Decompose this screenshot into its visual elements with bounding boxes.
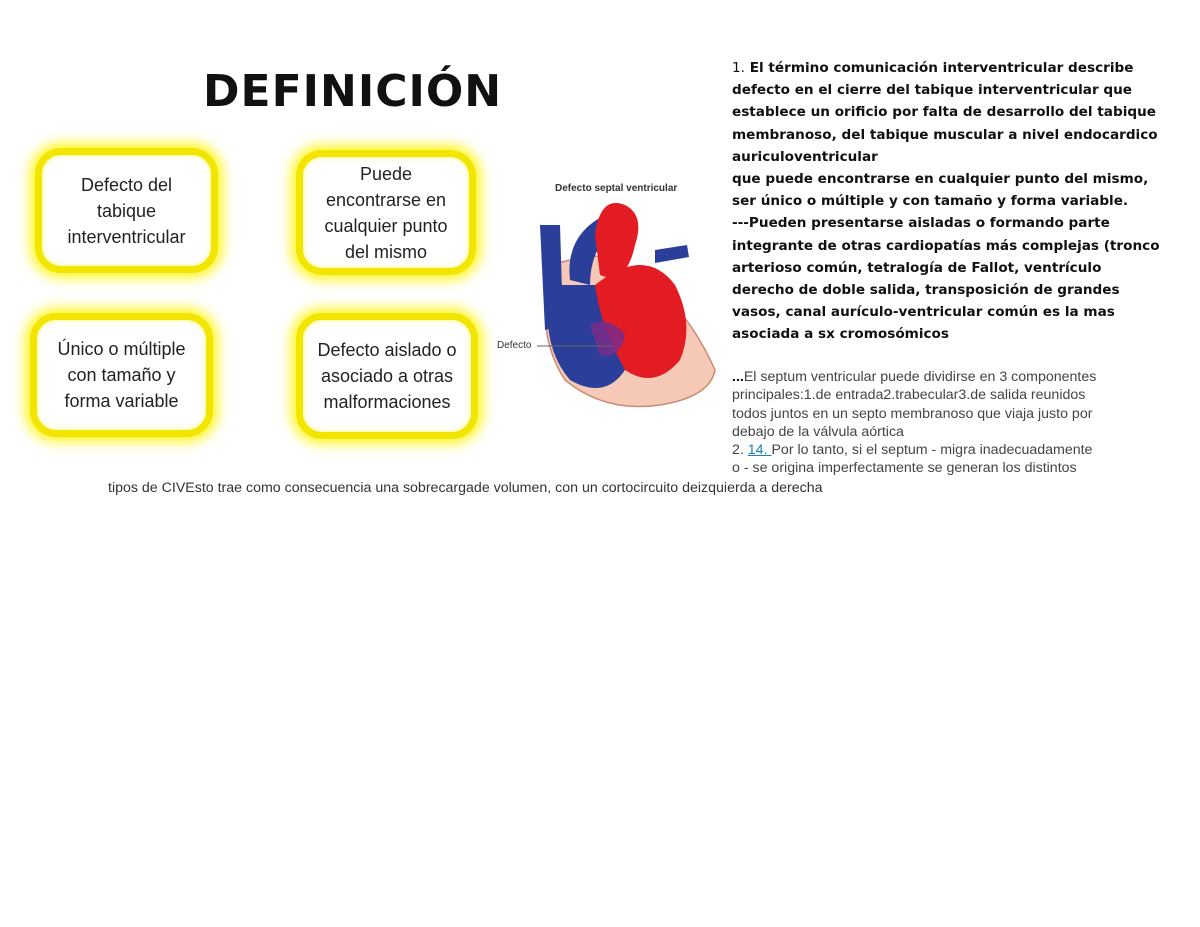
paragraph-line: arterioso común, tetralogía de Fallot, ventrículo	[732, 259, 1102, 276]
box-text	[324, 161, 447, 265]
box-line: Defecto del	[80, 174, 173, 195]
paragraph-line: defecto en el cierre del tabique interventricular que	[732, 82, 1133, 99]
paragraph-line: Por lo tanto, si el septum - migra inadecuadamente	[771, 442, 1093, 459]
paragraph-line: membranoso, del tabique muscular a nivel endocardico	[732, 126, 1158, 143]
item-number: 2.	[732, 442, 744, 459]
definition-box-septal-defect	[35, 148, 218, 273]
definition-paragraph	[732, 57, 1172, 346]
paragraph-line: vasos, canal aurículo-ventricular común es la mas	[732, 304, 1115, 321]
box-line: Puede	[359, 163, 413, 184]
heart-illustration	[495, 175, 720, 415]
continuation-line: tipos de CIVEsto trae como consecuencia una sobrecargade volumen, con un cortocircuito deizquierda a derecha	[108, 480, 823, 496]
paragraph-line: o - se origina imperfectamente se generan los distintos	[732, 460, 1077, 477]
paragraph-line: integrante de otras cardiopatías más complejas (tronco	[732, 237, 1160, 254]
box-line: Único o múltiple	[57, 339, 186, 359]
paragraph-line: El término comunicación interventricular describe	[749, 60, 1134, 76]
definition-box-location	[296, 150, 476, 275]
box-line: malformaciones	[323, 392, 451, 412]
figure-caption: Defecto septal ventricular	[555, 183, 678, 194]
box-line: Defecto aislado o	[317, 340, 457, 360]
box-text	[317, 337, 456, 415]
definicion-title: DEFINICIÓN	[203, 66, 503, 117]
lead-ellipsis: ...	[732, 369, 744, 385]
box-line: con tamaño y	[67, 365, 176, 385]
reference-link[interactable]: 14.	[747, 442, 772, 459]
septum-paragraph	[732, 368, 1172, 478]
box-line: del mismo	[344, 241, 428, 262]
defect-label: Defecto	[497, 340, 532, 351]
paragraph-line: El septum ventricular puede dividirse en 3 componentes	[743, 369, 1097, 385]
paragraph-line: ---Pueden presentarse aisladas o formando parte	[732, 215, 1110, 232]
box-line: asociado a otras	[320, 366, 454, 386]
box-text	[67, 172, 185, 250]
paragraph-line: que puede encontrarse en cualquier punto del mismo,	[732, 171, 1149, 188]
aortic-branch	[655, 245, 689, 263]
box-line: interventricular	[67, 226, 186, 247]
definition-box-associated	[296, 313, 478, 439]
paragraph-line: todos juntos en un septo membranoso que viaja justo por	[732, 405, 1093, 422]
box-line: forma variable	[64, 391, 179, 411]
paragraph-line: ser único o múltiple y con tamaño y forma variable.	[732, 193, 1129, 210]
paragraph-line: derecho de doble salida, transposición de grandes	[732, 282, 1120, 299]
definition-box-size	[30, 313, 213, 437]
box-line: tabique	[96, 200, 157, 221]
paragraph-line: auriculoventricular	[732, 148, 878, 165]
item-number: 1.	[732, 60, 745, 76]
paragraph-line: asociada a sx cromosómicos	[732, 326, 949, 343]
box-line: cualquier punto	[324, 215, 448, 236]
paragraph-line: debajo de la válvula aórtica	[732, 423, 904, 440]
box-line: encontrarse en	[325, 189, 447, 210]
paragraph-line: establece un orificio por falta de desarrollo del tabique	[732, 104, 1156, 121]
box-text	[57, 336, 185, 414]
paragraph-line: principales:1.de entrada2.trabecular3.de salida reunidos	[732, 387, 1086, 404]
